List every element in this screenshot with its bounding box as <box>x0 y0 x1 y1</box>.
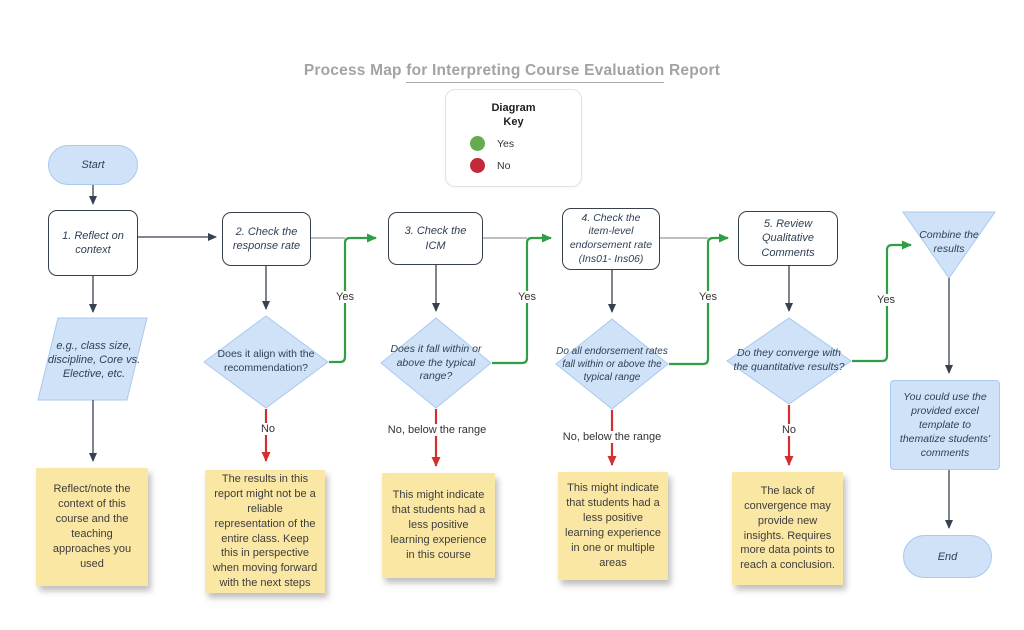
diagram-key-heading <box>446 102 581 130</box>
decision-diamond-3 <box>556 319 668 409</box>
decision-1-label: Does it align with the recommendation? <box>217 348 315 374</box>
sticky-note-3: This might indicate that students had a less positive learning experience in this course <box>382 473 495 578</box>
page-title-suffix: Report <box>664 62 721 79</box>
context-parallelogram <box>38 318 147 400</box>
excel-tip-box: You could use the provided excel template to thematize students' comments <box>890 380 1000 470</box>
no-edge-label-4: No <box>779 424 799 436</box>
key-row-yes <box>470 136 581 152</box>
end-node: End <box>903 535 992 578</box>
process-step-5: 5. Review Qualitative Comments <box>738 211 838 266</box>
diagram-key-heading-line2: Key <box>503 115 524 128</box>
yes-edge-label-4: Yes <box>874 294 898 306</box>
yes-edge-label-1: Yes <box>333 291 357 303</box>
yes-edge-label-2: Yes <box>515 291 539 303</box>
sticky-note-5: The lack of convergence may provide new insights. Requires more data points to reach a conclusion. <box>732 472 843 585</box>
yes-dot-icon <box>470 136 485 151</box>
no-dot-icon <box>470 158 485 173</box>
context-parallelogram-label: e.g., class size, discipline, Core vs. Elective, etc. <box>47 339 141 381</box>
no-edge-label-1: No <box>258 423 278 435</box>
sticky-note-2: The results in this report might not be a reliable representation of the entire class. Keep this in perspective when moving forward with the next steps <box>205 470 325 593</box>
yes-edge-label-3: Yes <box>696 291 720 303</box>
decision-diamond-1 <box>204 316 328 408</box>
process-step-3: 3. Check the ICM <box>388 212 483 265</box>
process-step-4: 4. Check the item-level endorsement rate (Ins01- Ins06) <box>562 208 660 270</box>
no-edge-label-2: No, below the range <box>385 424 489 436</box>
page-title-prefix: Process Map <box>303 62 407 79</box>
key-no-label: No <box>497 159 511 172</box>
process-step-2: 2. Check the response rate <box>222 212 311 266</box>
decision-2-label: Does it fall within or above the typical range? <box>390 343 482 383</box>
no-edge-label-3: No, below the range <box>560 431 664 443</box>
key-row-no <box>470 158 581 174</box>
diagram-key <box>445 89 582 187</box>
decision-diamond-2 <box>381 318 491 408</box>
decision-3-label: Do all endorsement rates fall within or above the typical range <box>556 345 668 383</box>
key-yes-label: Yes <box>497 137 515 150</box>
decision-diamond-4 <box>727 318 851 404</box>
page-title-underlined: for Interpreting Course Evaluation <box>406 62 664 83</box>
decision-4-label: Do they converge with the quantitative results? <box>733 347 845 373</box>
combine-triangle <box>903 212 995 278</box>
sticky-note-4: This might indicate that students had a less positive learning experience in one or multiple areas <box>558 472 668 580</box>
process-step-1: 1. Reflect on context <box>48 210 138 276</box>
sticky-note-1: Reflect/note the context of this course and the teaching approaches you used <box>36 468 148 586</box>
start-node: Start <box>48 145 138 185</box>
diagram-key-heading-line1: Diagram <box>491 102 536 114</box>
combine-triangle-label: Combine the results <box>919 229 979 255</box>
